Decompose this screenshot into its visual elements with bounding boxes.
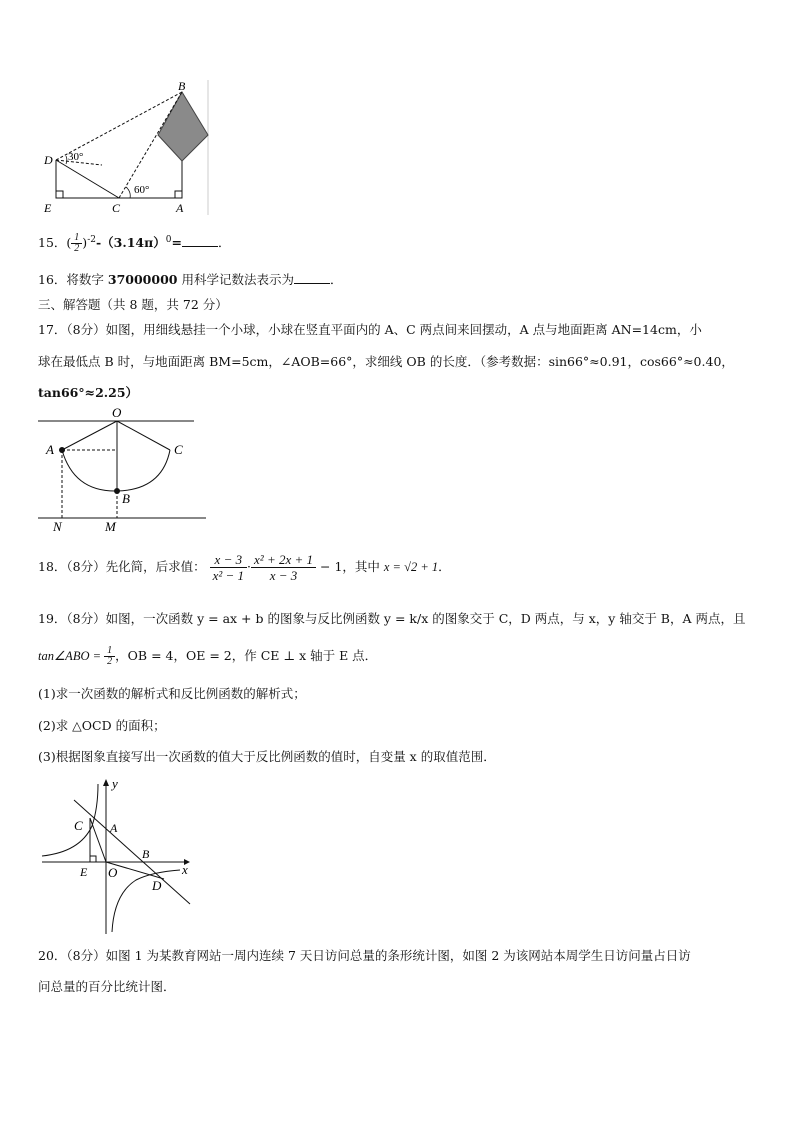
- q18-f1-num: x − 3: [210, 552, 247, 568]
- angle-60-label: 60°: [134, 184, 150, 196]
- q18-f2-num: x² + 2x + 1: [251, 552, 316, 568]
- label-y: y: [112, 776, 118, 791]
- label-M: M: [105, 519, 116, 534]
- q15-term: -（3.14π）: [95, 235, 166, 251]
- label-O: O: [112, 405, 122, 420]
- label-B: B: [142, 847, 150, 861]
- q18-end: ．: [438, 559, 451, 574]
- q19-line-1: 19．（8分）如图，一次函数 y = ax + b 的图象与反比例函数 y = k/x 的图象交于 C，D 两点，与 x，y 轴交于 B，A 两点，且: [38, 611, 746, 626]
- q18-fraction-2: [251, 552, 316, 583]
- q20-line-2: 问总量的百分比统计图．: [38, 979, 176, 994]
- q16-end: ．: [329, 272, 343, 287]
- q15-fraction: [71, 233, 82, 254]
- q19-tan: tan∠ABO =: [38, 649, 105, 663]
- q15-exponent-1: -2: [87, 235, 96, 245]
- label-N: N: [53, 519, 62, 534]
- q17-line-1: 17．（8分）如图，用细线悬挂一个小球，小球在竖直平面内的 A、C 两点间来回摆动，A 点与地面距离 AN=14cm，小: [38, 322, 702, 337]
- label-B: B: [178, 80, 186, 93]
- label-C: C: [174, 442, 183, 457]
- q15-exponent-2: 0: [165, 235, 172, 245]
- q16-text-after: 用科学记数法表示为: [177, 272, 294, 287]
- q18-f1-den: x² − 1: [212, 568, 245, 583]
- q15-answer-blank[interactable]: [182, 234, 218, 247]
- q16-number-value: 37000000: [107, 272, 178, 287]
- label-A: A: [110, 821, 118, 835]
- question-15: [38, 230, 231, 254]
- label-D: D: [152, 878, 162, 893]
- label-A: A: [46, 442, 54, 457]
- q17-line-3: tan66°≈2.25）: [38, 385, 139, 400]
- q17-line-2: 球在最低点 B 时，与地面距离 BM=5cm，∠AOB=66°，求细线 OB 的长度．（参考数据：sin66°≈0.91，cos66°≈0.40，: [38, 354, 734, 369]
- label-D: D: [44, 153, 53, 167]
- q18-fraction-1: [210, 552, 247, 583]
- section-3-title: 三、解答题（共 8 题，共 72 分）: [38, 297, 228, 312]
- label-C: C: [112, 201, 121, 215]
- label-C: C: [74, 818, 83, 833]
- q18-x-value: x = √2 + 1: [383, 560, 439, 574]
- q18-dot: ·: [247, 559, 252, 574]
- question-16: [38, 270, 342, 290]
- q19-fraction: [104, 646, 115, 667]
- q19-sub-3: (3)根据图象直接写出一次函数的值大于反比例函数的值时，自变量 x 的取值范围．: [38, 749, 496, 764]
- q18-prefix: 18．（8分）先化简，后求值：: [38, 559, 206, 574]
- q16-answer-blank[interactable]: [294, 271, 330, 284]
- q15-equals: =: [171, 235, 182, 251]
- q19-function-graph: [40, 776, 200, 936]
- q17-pendulum-figure: [34, 404, 212, 536]
- label-A: A: [176, 201, 184, 215]
- q15-frac-num: 1: [71, 233, 82, 244]
- label-x: x: [182, 862, 188, 877]
- q18-f2-den: x − 3: [269, 568, 298, 583]
- q20-line-1: 20．（8分）如图 1 为某教育网站一周内连续 7 天日访问总量的条形统计图，如图 2 为该网站本周学生日访问量占日访: [38, 948, 691, 963]
- top-geometry-figure: [30, 80, 220, 215]
- q16-number: 16．: [38, 272, 67, 287]
- q15-end: ．: [217, 235, 231, 251]
- q19-sub-1: (1)求一次函数的解析式和反比例函数的解析式；: [38, 686, 306, 701]
- q15-paren-close: ): [82, 235, 88, 251]
- q15-paren-open: (: [66, 235, 72, 251]
- question-18: [38, 546, 451, 588]
- q15-frac-den: 2: [74, 243, 80, 255]
- label-B: B: [122, 491, 130, 506]
- label-O: O: [108, 865, 118, 880]
- q19-frac-den: 2: [107, 656, 113, 667]
- q19-conditions: ，OB = 4，OE = 2，作 CE ⊥ x 轴于 E 点．: [115, 648, 378, 663]
- q19-frac-num: 1: [104, 646, 115, 657]
- q18-minus-one: − 1，其中: [320, 559, 384, 574]
- q19-line-2: [38, 646, 377, 667]
- q15-number: 15．: [38, 235, 67, 251]
- angle-30-label: 30°: [68, 151, 84, 163]
- label-E: E: [44, 201, 52, 215]
- q16-text-before: 将数字: [66, 272, 108, 287]
- q19-sub-2: (2)求 △OCD 的面积；: [38, 718, 166, 733]
- label-E: E: [80, 865, 88, 879]
